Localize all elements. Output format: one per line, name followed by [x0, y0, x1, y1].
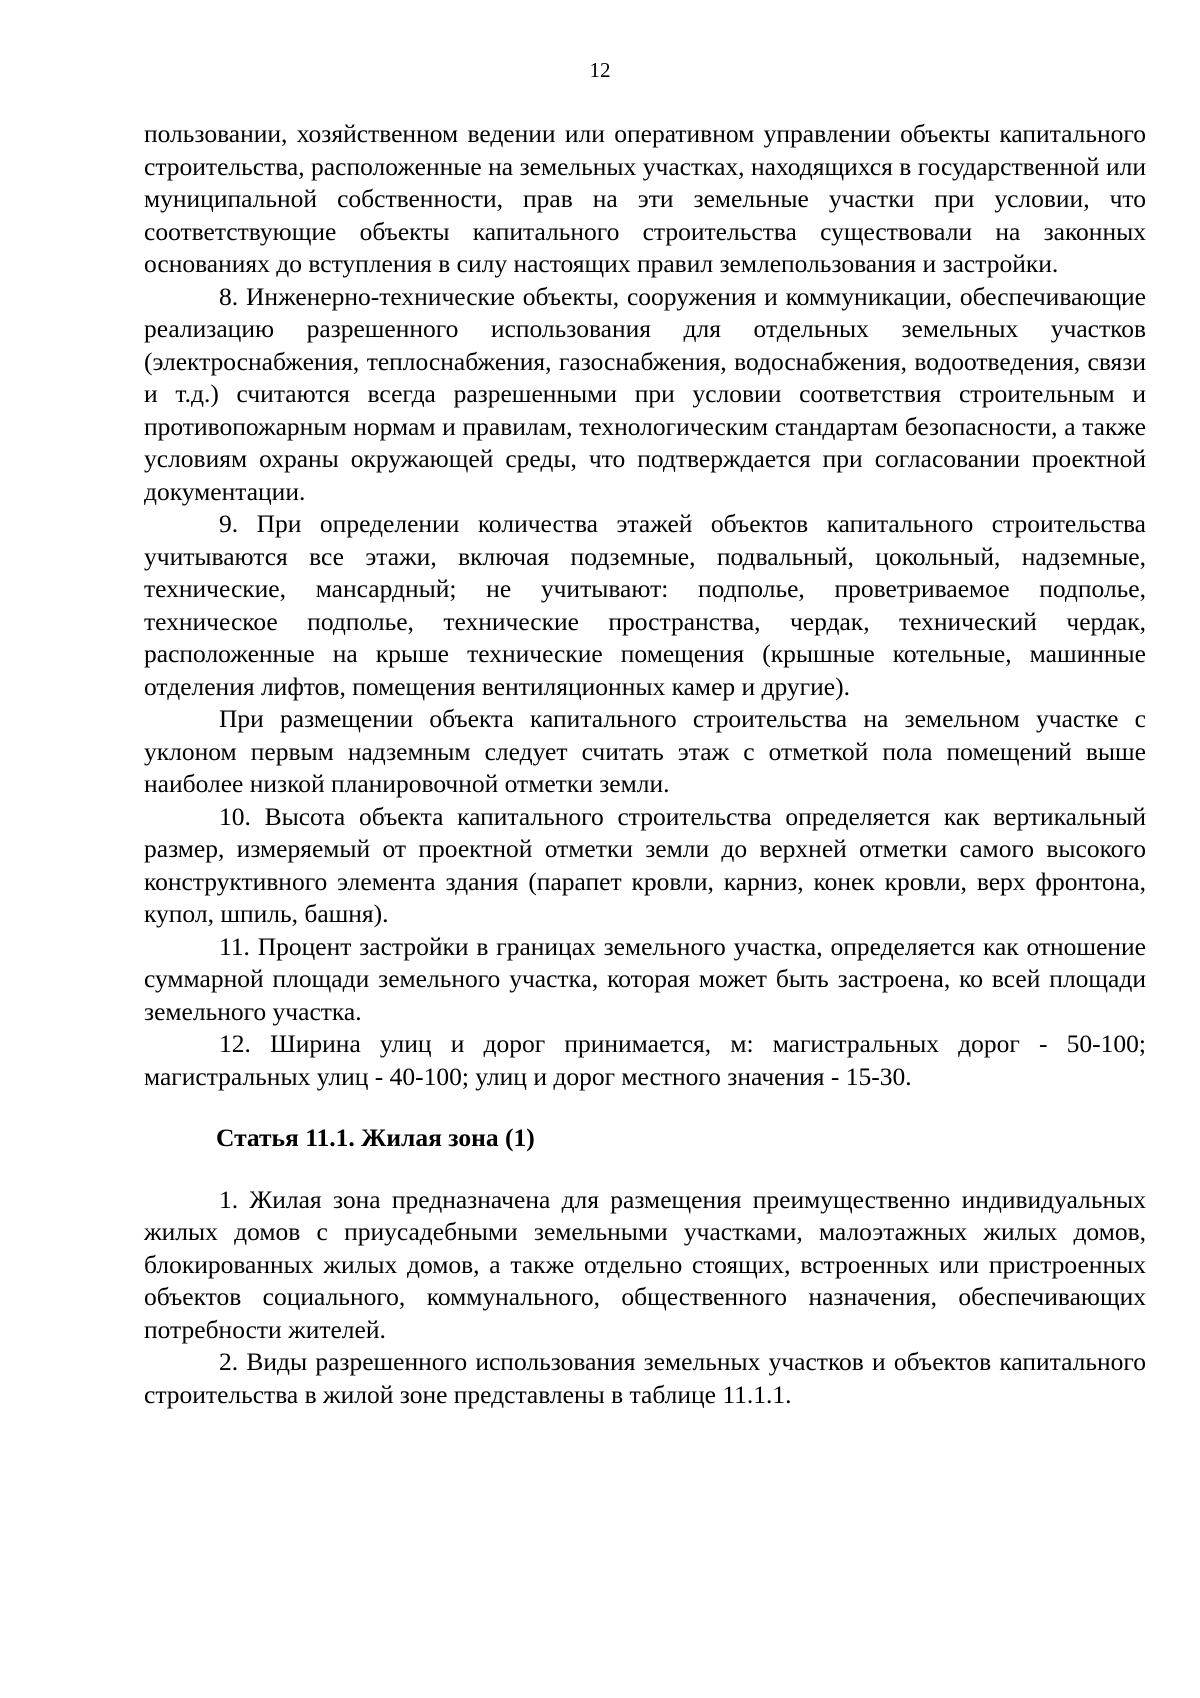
- paragraph-item-10: 10. Высота объекта капитального строительства определяется как вертикальный размер, измеряемый от проектной отметки земли до верхней отметки самого высокого конструктивного элемента здания (парапет кровли, карниз, конек кровли, верх фронтона, купол, шпиль, башня).: [144, 801, 1146, 928]
- paragraph-item-9: 9. При определении количества этажей объектов капитального строительства учитываются все этажи, включая подземные, подвальный, цокольный, надземные, технические, мансардный; не учитывают: подполье, проветриваемое подполье, техническое подполье, технические пространства, чердак, технический чердак, расположенные на крыше технические помещения (крышные котельные, машинные отделения лифтов, помещения вентиляционных камер и другие).: [144, 509, 1146, 701]
- article-paragraph-2: 2. Виды разрешенного использования земельных участков и объектов капитального строительства в жилой зоне представлены в таблице 11.1.1.: [144, 1347, 1146, 1409]
- paragraph-item-12: 12. Ширина улиц и дорог принимается, м: магистральных дорог - 50-100; магистральных улиц - 40-100; улиц и дорог местного значения - 15-30.: [144, 1029, 1146, 1091]
- article-heading: Статья 11.1. Жилая зона (1): [216, 1123, 535, 1152]
- document-body: [144, 118, 1146, 1411]
- paragraph-item-9-note: При размещении объекта капитального строительства на земельном участке с уклоном первым надземным следует считать этаж с отметкой пола помещений выше наиболее низкой планировочной отметки земли.: [144, 704, 1146, 798]
- paragraph-continuation: пользовании, хозяйственном ведении или оперативном управлении объекты капитального строительства, расположенные на земельных участках, находящихся в государственной или муниципальной собственности, прав на эти земельные участки при условии, что соответствующие объекты капитального строительства существовали на законных основаниях до вступления в силу настоящих правил землепользования и застройки.: [144, 119, 1146, 278]
- paragraph-item-8: 8. Инженерно-технические объекты, сооружения и коммуникации, обеспечивающие реализацию разрешенного использования для отдельных земельных участков (электроснабжения, теплоснабжения, газоснабжения, водоснабжения, водоотведения, связи и т.д.) считаются всегда разрешенными при условии соответствия строительным и противопожарным нормам и правилам, технологическим стандартам безопасности, а также условиям охраны окружающей среды, что подтверждается при согласовании проектной документации.: [144, 281, 1146, 506]
- page-number: 12: [589, 58, 611, 82]
- paragraph-item-11: 11. Процент застройки в границах земельного участка, определяется как отношение суммарной площади земельного участка, которая может быть застроена, ко всей площади земельного участка.: [144, 931, 1146, 1026]
- article-paragraph-1: 1. Жилая зона предназначена для размещения преимущественно индивидуальных жилых домов с приусадебными земельными участками, малоэтажных жилых домов, блокированных жилых домов, а также отдельно стоящих, встроенных или пристроенных объектов социального, коммунального, общественного назначения, обеспечивающих потребности жителей.: [144, 1184, 1146, 1344]
